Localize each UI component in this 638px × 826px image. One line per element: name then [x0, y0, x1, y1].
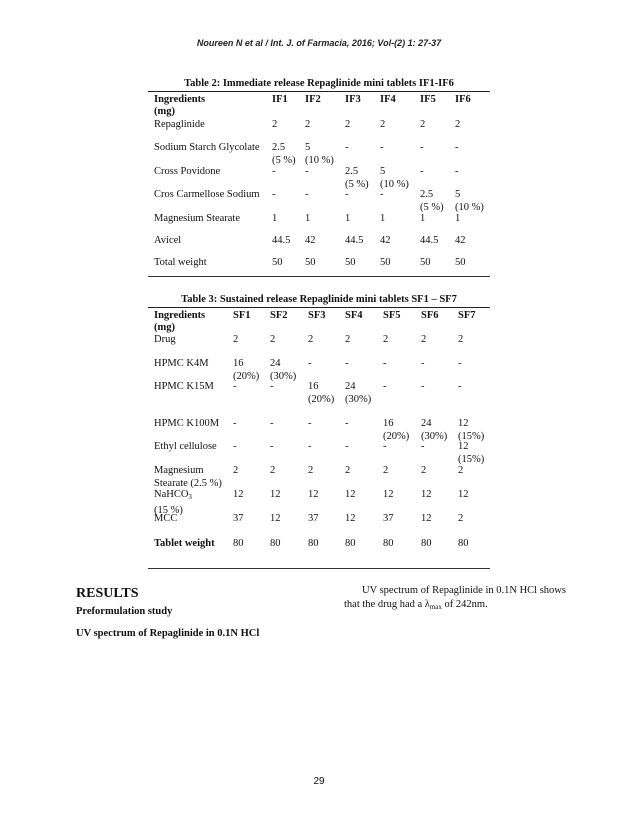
table3-cell: 80	[345, 538, 356, 549]
table3-cell: -	[308, 418, 312, 429]
table3-cell: 80	[233, 538, 244, 549]
table3-row-label: MCC	[154, 513, 178, 524]
table2-cell: 5 (10 %)	[380, 166, 409, 190]
table3-cell: -	[383, 441, 387, 452]
paragraph-line-2-post: of 242nm.	[441, 599, 488, 610]
table2-cell: -	[272, 166, 276, 177]
table3-cell: 2	[458, 513, 464, 524]
table3-row-label: HPMC K15M	[154, 381, 214, 392]
table2-header-if5: IF5	[420, 94, 436, 105]
table2-cell: 2	[272, 119, 278, 130]
table2-header-if1: IF1	[272, 94, 288, 105]
table3-header-sf3: SF3	[308, 310, 326, 321]
table2-top-rule	[148, 91, 490, 92]
table2-header-unit: (mg)	[154, 106, 175, 117]
table2-cell: 5 (10 %)	[455, 189, 484, 213]
table3-cell: 2	[421, 465, 427, 476]
page-number: 29	[313, 776, 325, 787]
table3-cell: 2	[270, 465, 276, 476]
table2-cell: -	[272, 189, 276, 200]
table2-cell: 42	[380, 235, 391, 246]
results-paragraph	[344, 584, 566, 614]
table3-cell: -	[421, 441, 425, 452]
table2-cell: 50	[305, 257, 316, 268]
table2-cell: 1	[455, 213, 461, 224]
table2-row-label: Total weight	[154, 257, 207, 268]
table2-cell: 2	[420, 119, 426, 130]
table3-cell: 12 (15%)	[458, 441, 485, 465]
table2-cell: 1	[345, 213, 351, 224]
table2-cell: 2.5 (5 %)	[345, 166, 369, 190]
uv-spectrum-heading: UV spectrum of Repaglinide in 0.1N HCl	[76, 628, 260, 639]
table2-cell: -	[455, 142, 459, 153]
table3-cell: 2	[345, 334, 351, 345]
table3-cell: 2	[308, 334, 314, 345]
table2-header-if2: IF2	[305, 94, 321, 105]
table3-cell: 2	[233, 465, 239, 476]
table3-row-label: HPMC K4M	[154, 358, 209, 369]
table2-cell: 2	[380, 119, 386, 130]
paragraph-line-1: UV spectrum of Repaglinide in 0.1N HCl shows	[362, 585, 566, 596]
table3-cell: 2	[458, 465, 464, 476]
table3-cell: 2	[383, 465, 389, 476]
table3-header-sf6: SF6	[421, 310, 439, 321]
table3-cell: -	[421, 381, 425, 392]
table3-cell: 2	[233, 334, 239, 345]
table2-cell: 44.5	[420, 235, 439, 246]
table2-cell: 50	[420, 257, 431, 268]
table3-cell: 2	[383, 334, 389, 345]
table3-cell: 37	[383, 513, 394, 524]
table3-cell: 16 (20%)	[383, 418, 410, 442]
table3-cell: 16 (20%)	[308, 381, 335, 405]
table3-cell: -	[233, 418, 237, 429]
table2-cell: 1	[420, 213, 426, 224]
table3-cell: 2	[458, 334, 464, 345]
table2-cell: -	[420, 166, 424, 177]
table3-cell: 80	[421, 538, 432, 549]
table3-cell: -	[308, 358, 312, 369]
paragraph-line-2-pre: that the drug had a λ	[344, 599, 430, 610]
running-head: Noureen N et al / Int. J. of Farmacia, 2016; Vol-(2) 1: 27-37	[196, 38, 442, 48]
table2-row-label: Cross Povidone	[154, 166, 221, 177]
table3-row-label: HPMC K100M	[154, 418, 220, 429]
table2-row-label: Sodium Starch Glycolate	[154, 142, 260, 153]
table3-cell: 2	[308, 465, 314, 476]
table3-header-sf5: SF5	[383, 310, 401, 321]
table3-cell: -	[270, 441, 274, 452]
table2-cell: 1	[272, 213, 278, 224]
table2-cell: 50	[455, 257, 466, 268]
table2-cell: 1	[305, 213, 311, 224]
table3-top-rule	[148, 307, 490, 308]
table2-row-label: Avicel	[154, 235, 182, 246]
table3-cell: 16 (20%)	[233, 358, 260, 382]
table2-cell: -	[380, 189, 384, 200]
nahco3-label: NaHCO$_3$	[154, 489, 192, 501]
table2-cell: 2	[455, 119, 461, 130]
table3-cell: 80	[308, 538, 319, 549]
table2-bottom-rule	[148, 276, 490, 277]
table2-cell: 2	[345, 119, 351, 130]
lambda-max-subscript: max	[429, 603, 442, 611]
table2-cell: -	[345, 142, 349, 153]
table2-cell: -	[455, 166, 459, 177]
table3-cell: 24 (30%)	[345, 381, 372, 405]
table3-cell: 37	[233, 513, 244, 524]
preformulation-heading: Preformulation study	[76, 606, 173, 617]
table3-row-label: Ethyl cellulose	[154, 441, 217, 452]
table3-header-sf7: SF7	[458, 310, 476, 321]
table3-cell: -	[458, 358, 462, 369]
table2-cell: 44.5	[272, 235, 291, 246]
table3-cell: -	[233, 441, 237, 452]
table2-header-if6: IF6	[455, 94, 471, 105]
table2-row-label: Cros Carmellose Sodium	[154, 189, 260, 200]
table3-header-sf1: SF1	[233, 310, 251, 321]
table3-cell: -	[308, 441, 312, 452]
table2-header-if3: IF3	[345, 94, 361, 105]
table2-cell: -	[380, 142, 384, 153]
table3-cell: 12	[345, 489, 356, 500]
table3-cell: 12	[458, 489, 469, 500]
table2-cell: 42	[305, 235, 316, 246]
results-heading: RESULTS	[76, 586, 139, 601]
table3-cell: 12	[308, 489, 319, 500]
table2-cell: 1	[380, 213, 386, 224]
table3-cell: 12	[383, 489, 394, 500]
table3-header-unit: (mg)	[154, 322, 175, 333]
table3-row-label: Magnesium Stearate (2.5 %)	[154, 465, 222, 489]
table2-header-ingredients: Ingredients	[154, 94, 206, 105]
table3-cell: 12	[233, 489, 244, 500]
table3-cell: 80	[383, 538, 394, 549]
table3-header-sf4: SF4	[345, 310, 363, 321]
table3-cell: 12	[421, 489, 432, 500]
table3-bottom-rule	[148, 568, 490, 569]
table3-cell: -	[345, 441, 349, 452]
table3-cell: -	[345, 358, 349, 369]
table3-cell: -	[383, 358, 387, 369]
table3-cell: 80	[458, 538, 469, 549]
table2-cell: 50	[380, 257, 391, 268]
table3-cell: -	[458, 381, 462, 392]
table2-cell: -	[305, 166, 309, 177]
table2-caption: Table 2: Immediate release Repaglinide mini tablets IF1-IF6	[184, 78, 454, 89]
table2-cell: -	[305, 189, 309, 200]
table3-row-label: Tablet weight	[154, 538, 215, 549]
table3-row-label: Drug	[154, 334, 176, 345]
table3-row-label: NaHCO$_3$ (15 %)	[154, 489, 192, 516]
table3-cell: -	[421, 358, 425, 369]
table3-cell: 24 (30%)	[421, 418, 448, 442]
table2-cell: 2.5 (5 %)	[272, 142, 296, 166]
table3-cell: 2	[345, 465, 351, 476]
table3-cell: 12	[270, 489, 281, 500]
table3-cell: 2	[270, 334, 276, 345]
table3-cell: -	[270, 418, 274, 429]
table3-caption: Table 3: Sustained release Repaglinide mini tablets SF1 – SF7	[181, 294, 457, 305]
table3-cell: -	[270, 381, 274, 392]
table3-cell: 12 (15%)	[458, 418, 485, 442]
table2-cell: 5 (10 %)	[305, 142, 334, 166]
table3-header-sf2: SF2	[270, 310, 288, 321]
table2-cell: 42	[455, 235, 466, 246]
table2-cell: 2	[305, 119, 311, 130]
table2-cell: 50	[345, 257, 356, 268]
table2-cell: -	[345, 189, 349, 200]
table3-header-ingredients: Ingredients	[154, 310, 206, 321]
table3-cell: -	[345, 418, 349, 429]
table2-row-label: Repaglinide	[154, 119, 205, 130]
table3-cell: 12	[421, 513, 432, 524]
table2-header-if4: IF4	[380, 94, 396, 105]
table2-row-label: Magnesium Stearate	[154, 213, 241, 224]
table3-cell: 24 (30%)	[270, 358, 297, 382]
table3-cell: -	[233, 381, 237, 392]
table3-cell: 12	[270, 513, 281, 524]
table2-cell: 44.5	[345, 235, 364, 246]
table3-cell: 37	[308, 513, 319, 524]
table2-cell: -	[420, 142, 424, 153]
table2-cell: 2.5 (5 %)	[420, 189, 444, 213]
table3-cell: -	[383, 381, 387, 392]
table3-cell: 12	[345, 513, 356, 524]
table2-cell: 50	[272, 257, 283, 268]
table3-cell: 80	[270, 538, 281, 549]
table3-cell: 2	[421, 334, 427, 345]
